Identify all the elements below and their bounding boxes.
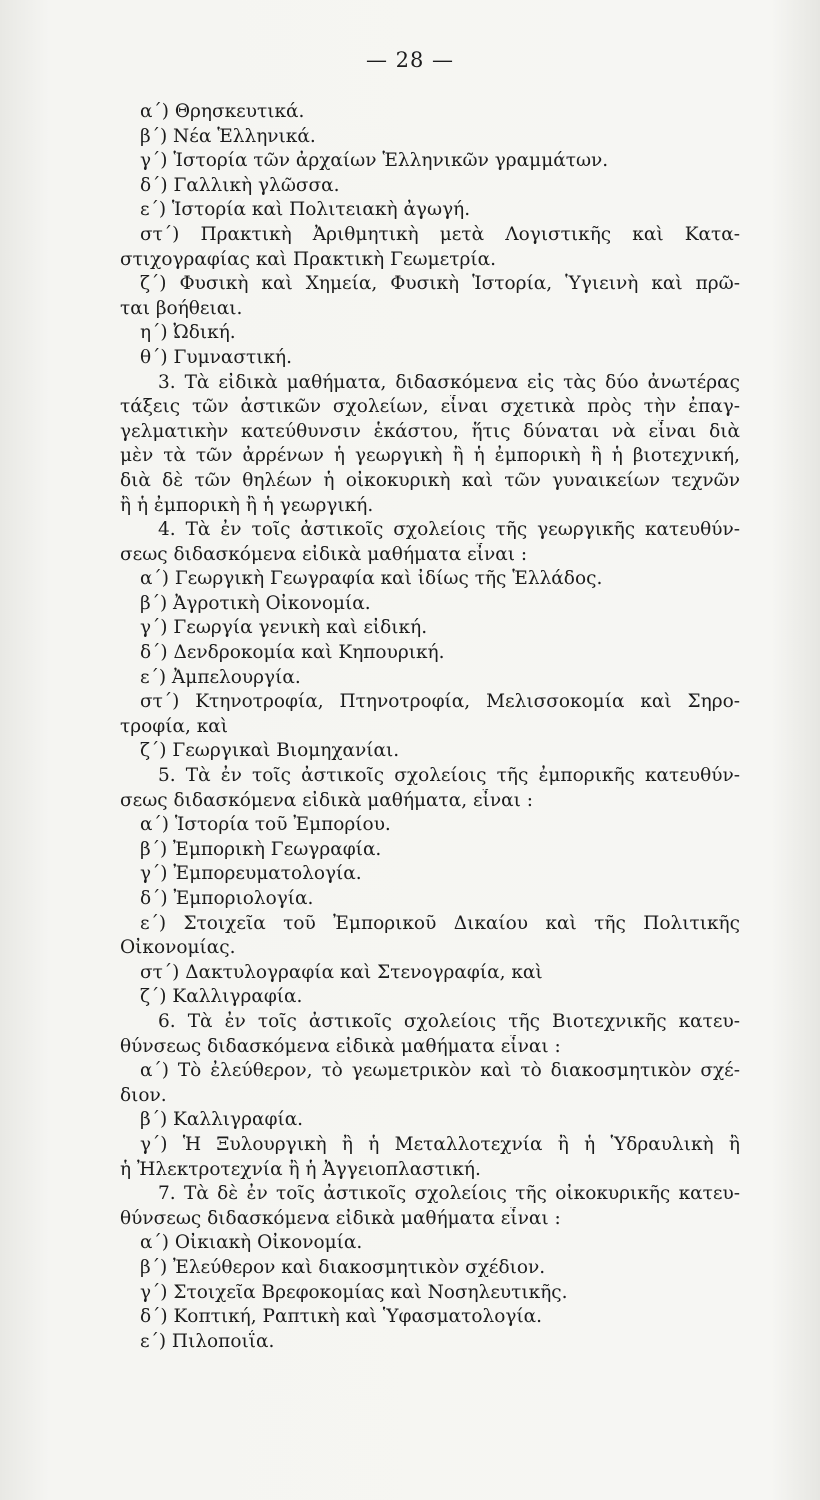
text-line: στ΄) Δακτυλογραφία καὶ Στενογραφία, καὶ: [140, 961, 543, 983]
text-line: ε΄) Στοιχεῖα τοῦ Ἐμπορικοῦ Δικαίου καὶ τῆς Πολιτικῆς: [140, 912, 740, 934]
text-line: δ΄) Κοπτική, Ραπτικὴ καὶ Ὑφασματολογία.: [140, 1306, 543, 1328]
text-line: α΄) Οἰκιακὴ Οἰκονομία.: [140, 1232, 363, 1254]
text-line: διὰ δὲ τῶν θηλέων ἡ οἰκοκυρικὴ καὶ τῶν γυναικείων τεχνῶν: [120, 469, 740, 491]
body-text: [120, 100, 740, 1354]
text-line: θύνσεως διδασκόμενα εἰδικὰ μαθήματα εἶναι :: [120, 1035, 561, 1057]
text-line: β΄) Νέα Ἑλληνικά.: [140, 125, 316, 147]
text-line: η΄) Ὠδική.: [140, 322, 236, 344]
text-line: σεως διδασκόμενα εἰδικὰ μαθήματα, εἶναι :: [120, 789, 533, 811]
text-line: γ΄) Ἡ Ξυλουργικὴ ἢ ἡ Μεταλλοτεχνία ἢ ἡ Ὑδραυλικὴ ἢ: [140, 1133, 740, 1155]
text-line: 7. Τὰ δὲ ἐν τοῖς ἀστικοῖς σχολείοις τῆς οἰκοκυρικῆς κατευ-: [158, 1183, 740, 1205]
text-line: β΄) Καλλιγραφία.: [140, 1109, 304, 1131]
text-line: α΄) Γεωργικὴ Γεωγραφία καὶ ἰδίως τῆς Ἑλλάδος.: [140, 568, 603, 590]
page-number: — 28 —: [365, 48, 455, 72]
text-line: β΄) Ἐμπορικὴ Γεωγραφία.: [140, 838, 382, 860]
text-line: 5. Τὰ ἐν τοῖς ἀστικοῖς σχολείοις τῆς ἐμπορικῆς κατευθύν-: [158, 765, 740, 787]
text-line: γελματικὴν κατεύθυνσιν ἑκάστου, ἥτις δύναται νὰ εἶναι διὰ: [120, 420, 740, 442]
text-line: στιχογραφίας καὶ Πρακτικὴ Γεωμετρία.: [120, 248, 496, 270]
text-line: ἢ ἡ ἐμπορικὴ ἢ ἡ γεωργική.: [120, 494, 374, 516]
text-line: ε΄) Ἱστορία καὶ Πολιτειακὴ ἀγωγή.: [140, 199, 471, 221]
text-line: θ΄) Γυμναστική.: [140, 346, 292, 368]
text-line: ε΄) Πιλοποιΐα.: [140, 1330, 275, 1352]
text-line: γ΄) Γεωργία γενικὴ καὶ εἰδική.: [140, 617, 428, 639]
text-line: τάξεις τῶν ἀστικῶν σχολείων, εἶναι σχετικὰ πρὸς τὴν ἐπαγ-: [120, 396, 740, 418]
text-line: γ΄) Ἱστορία τῶν ἀρχαίων Ἑλληνικῶν γραμμάτων.: [140, 150, 609, 172]
text-line: β΄) Ἐλεύθερον καὶ διακοσμητικὸν σχέδιον.: [140, 1256, 546, 1278]
text-line: τροφία, καὶ: [120, 715, 229, 737]
text-line: 4. Τὰ ἐν τοῖς ἀστικοῖς σχολείοις τῆς γεωργικῆς κατευθύν-: [158, 519, 740, 541]
text-line: γ΄) Ἐμπορευματολογία.: [140, 863, 362, 885]
text-line: ζ΄) Φυσικὴ καὶ Χημεία, Φυσικὴ Ἱστορία, Ὑγιεινὴ καὶ πρῶ-: [140, 273, 740, 295]
text-line: α΄) Ἱστορία τοῦ Ἐμπορίου.: [140, 814, 391, 836]
text-line: σεως διδασκόμενα εἰδικὰ μαθήματα εἶναι :: [120, 543, 528, 565]
text-line: στ΄) Κτηνοτροφία, Πτηνοτροφία, Μελισσοκομία καὶ Σηρο-: [140, 691, 740, 713]
text-line: ε΄) Ἀμπελουργία.: [140, 666, 301, 688]
text-line: μὲν τὰ τῶν ἀρρένων ἡ γεωργικὴ ἢ ἡ ἐμπορικὴ ἢ ἡ βιοτεχνική,: [120, 445, 740, 467]
text-line: α΄) Τὸ ἐλεύθερον, τὸ γεωμετρικὸν καὶ τὸ διακοσμητικὸν σχέ-: [140, 1060, 740, 1082]
text-line: ἡ Ἠλεκτροτεχνία ἢ ἡ Ἀγγειοπλαστική.: [120, 1158, 481, 1180]
text-line: 3. Τὰ εἰδικὰ μαθήματα, διδασκόμενα εἰς τὰς δύο ἀνωτέρας: [158, 371, 740, 393]
text-line: δ΄) Δενδροκομία καὶ Κηπουρική.: [140, 642, 445, 664]
text-line: θύνσεως διδασκόμενα εἰδικὰ μαθήματα εἶναι :: [120, 1207, 561, 1229]
text-line: β΄) Ἀγροτικὴ Οἰκονομία.: [140, 592, 371, 614]
text-line: δ΄) Γαλλικὴ γλῶσσα.: [140, 174, 340, 196]
text-line: 6. Τὰ ἐν τοῖς ἀστικοῖς σχολείοις τῆς Βιοτεχνικῆς κατευ-: [158, 1010, 740, 1032]
text-line: στ΄) Πρακτικὴ Ἀριθμητικὴ μετὰ Λογιστικῆς καὶ Κατα-: [140, 223, 740, 245]
text-line: διον.: [120, 1084, 167, 1106]
text-line: ται βοήθειαι.: [120, 297, 243, 319]
text-line: Οἰκονομίας.: [120, 937, 236, 959]
text-line: γ΄) Στοιχεῖα Βρεφοκομίας καὶ Νοσηλευτικῆς.: [140, 1281, 568, 1303]
text-line: ζ΄) Γεωργικαὶ Βιομηχανίαι.: [140, 740, 400, 762]
text-line: α΄) Θρησκευτικά.: [140, 101, 305, 122]
text-line: ζ΄) Καλλιγραφία.: [140, 986, 303, 1008]
text-line: δ΄) Ἐμποριολογία.: [140, 888, 314, 909]
